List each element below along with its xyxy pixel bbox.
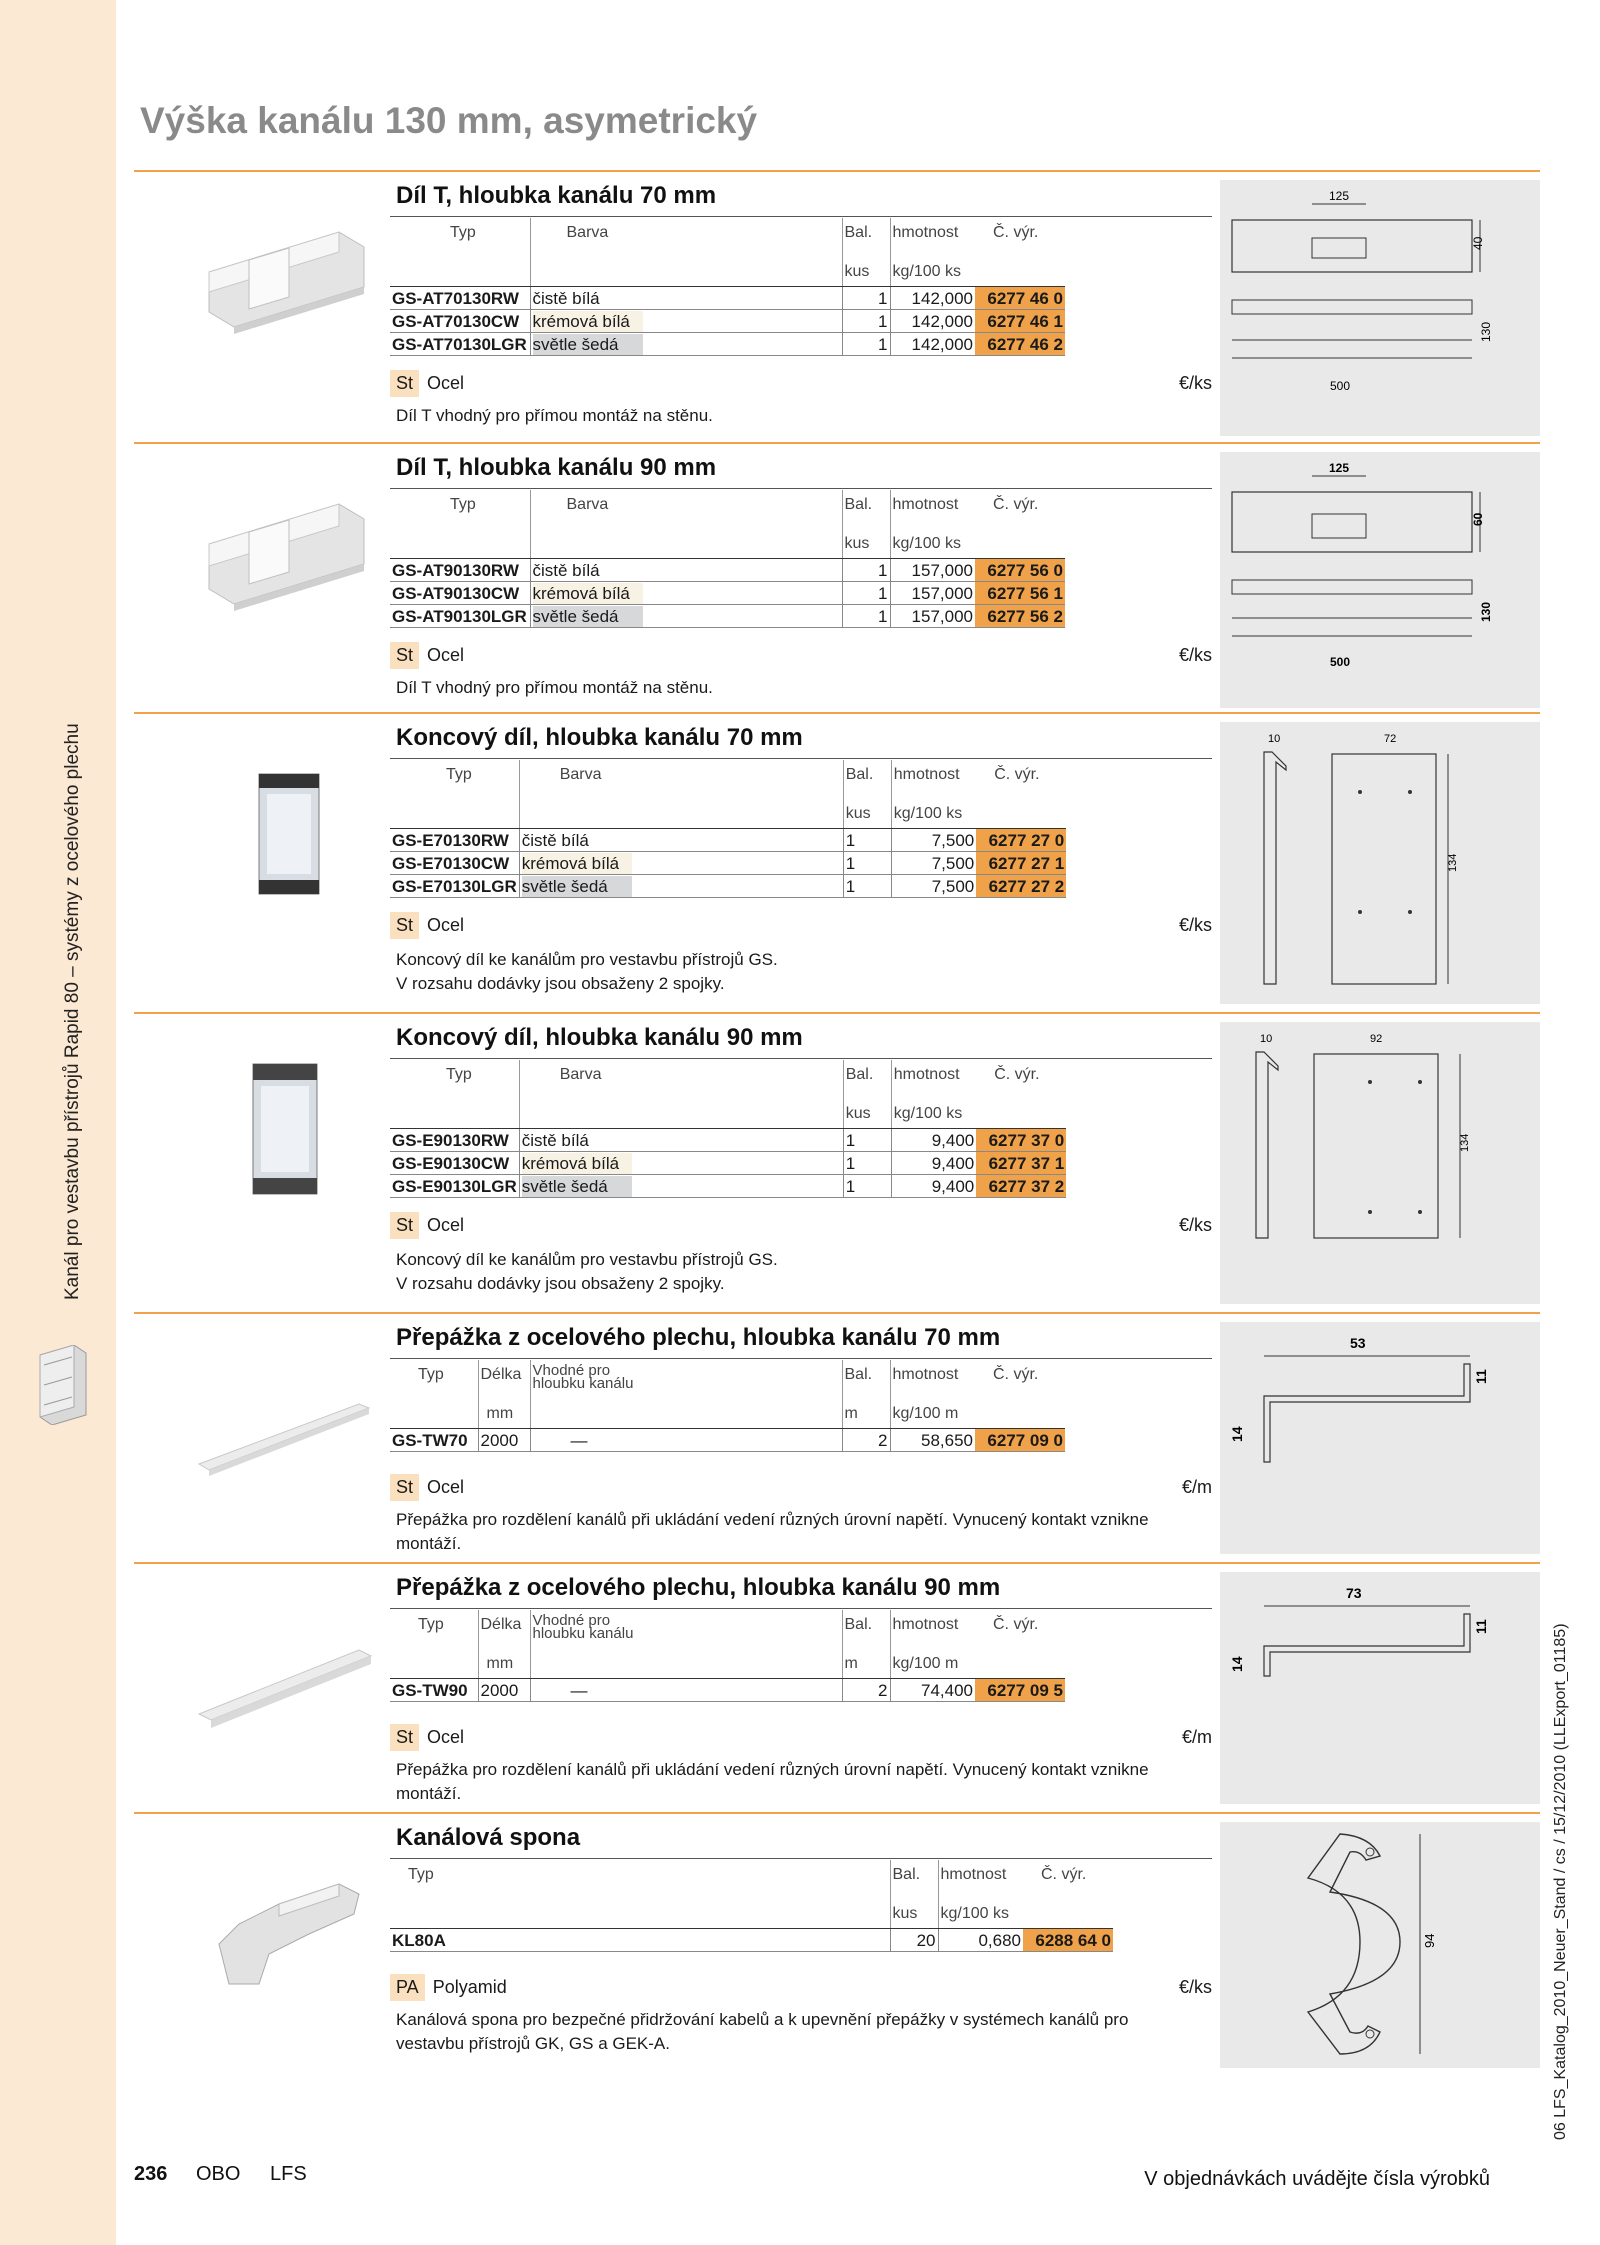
- unit-length: mm: [478, 1394, 530, 1429]
- col-weight: hmotnost: [891, 760, 976, 794]
- dim-label: 134: [1447, 853, 1459, 872]
- unit-weight: kg/100 m: [890, 1644, 975, 1679]
- color-cell: [530, 582, 842, 605]
- divider-drawing: [1220, 1322, 1540, 1554]
- division-name: LFS: [270, 2163, 307, 2185]
- article-number: 6277 37 1: [976, 1152, 1066, 1175]
- technical-drawing: [1220, 722, 1540, 1004]
- product-section: [134, 170, 1540, 440]
- col-weight: hmotnost: [890, 1610, 975, 1644]
- col-pack: Bal.: [842, 1360, 890, 1394]
- col-suitable-label: Vhodné pro hloubku kanálu: [532, 1362, 634, 1392]
- col-suitable: [530, 1610, 842, 1644]
- article-number: 6277 09 0: [975, 1429, 1065, 1452]
- dim-label: 11: [1473, 1619, 1489, 1634]
- article-number: 6277 37 0: [976, 1129, 1066, 1152]
- title-rule: [390, 1608, 1212, 1609]
- type-cell: GS-E90130RW: [390, 1129, 519, 1152]
- page-number: 236: [134, 2163, 168, 2185]
- unit-pack: m: [842, 1394, 890, 1429]
- weight-cell: 74,400: [890, 1679, 975, 1702]
- color-cell: [530, 605, 842, 628]
- type-cell: GS-E70130LGR: [390, 875, 519, 898]
- unit-weight: kg/100 ks: [891, 794, 976, 829]
- col-type: Typ: [446, 1066, 472, 1083]
- dim-label: 40: [1471, 236, 1485, 250]
- weight-cell: 9,400: [891, 1175, 976, 1198]
- unit-length: mm: [478, 1644, 530, 1679]
- dim-label: 125: [1328, 189, 1350, 203]
- unit-type: [390, 252, 530, 287]
- unit-weight: kg/100 ks: [890, 524, 975, 559]
- price-unit: €/ks: [1178, 644, 1212, 665]
- color-cell: [530, 559, 842, 582]
- dim-label: 73: [1346, 1585, 1362, 1601]
- type-cell: GS-TW90: [390, 1679, 478, 1702]
- color-name: čistě bílá: [522, 1130, 632, 1151]
- description-line: Kanálová spona pro bezpečné přidržování kabelů a k upevnění přepážky v systémech kanálů pro vestavbu přístrojů GK, GS a GEK-A.: [396, 2010, 1129, 2053]
- col-color: Barva: [530, 218, 842, 252]
- description-line: Přepážka pro rozdělení kanálů při ukládání vedení různých úrovní napětí. Vynucený kontakt vznikne montáží.: [396, 1760, 1149, 1803]
- color-name: krémová bílá: [533, 583, 643, 604]
- title-rule: [390, 1358, 1212, 1359]
- col-type: Typ: [418, 1616, 444, 1633]
- end-piece-drawing: [1220, 722, 1540, 1004]
- table-row: [390, 1129, 1066, 1152]
- col-article: Č. výr.: [993, 1366, 1039, 1383]
- material-code: St: [390, 370, 419, 397]
- table-row: [390, 875, 1066, 898]
- material-name: Ocel: [427, 1214, 465, 1235]
- col-article: Č. výr.: [994, 1066, 1040, 1083]
- material-name: Ocel: [427, 914, 465, 935]
- color-cell: [519, 1129, 843, 1152]
- dim-label: 14: [1229, 1656, 1245, 1672]
- col-weight: hmotnost: [938, 1860, 1023, 1894]
- weight-cell: 7,500: [891, 875, 976, 898]
- brand-name: OBO: [196, 2163, 241, 2185]
- material-name: Ocel: [427, 644, 465, 665]
- type-cell: GS-AT70130CW: [390, 310, 530, 333]
- technical-drawing: [1220, 180, 1540, 436]
- unit-weight: kg/100 ks: [938, 1894, 1023, 1929]
- description: [396, 676, 1196, 700]
- weight-cell: 7,500: [891, 829, 976, 852]
- price-unit: €/ks: [1178, 914, 1212, 935]
- dim-label: 14: [1229, 1426, 1245, 1442]
- title-rule: [390, 216, 1212, 217]
- dim-label: 134: [1459, 1133, 1471, 1152]
- col-type: Typ: [418, 1366, 444, 1383]
- unit-weight: kg/100 m: [890, 1394, 975, 1429]
- product-table: [390, 218, 1065, 356]
- cable-clip-drawing: [1220, 1822, 1540, 2068]
- col-color: Barva: [530, 490, 842, 524]
- description: [396, 1508, 1196, 1556]
- material-code: St: [390, 1474, 419, 1501]
- pack-cell: 1: [842, 582, 890, 605]
- color-name: čistě bílá: [522, 830, 632, 851]
- color-name: krémová bílá: [522, 1153, 632, 1174]
- weight-cell: 157,000: [890, 582, 975, 605]
- col-pack: Bal.: [843, 1060, 891, 1094]
- material-code: St: [390, 1212, 419, 1239]
- description-line: Díl T vhodný pro přímou montáž na stěnu.: [396, 678, 713, 697]
- weight-cell: 142,000: [890, 310, 975, 333]
- unit-type: [390, 1094, 519, 1129]
- unit-type: [390, 1894, 890, 1929]
- article-number: 6277 37 2: [976, 1175, 1066, 1198]
- section-title: Díl T, hloubka kanálu 90 mm: [396, 454, 717, 481]
- pack-cell: 2: [842, 1679, 890, 1702]
- type-cell: GS-E90130CW: [390, 1152, 519, 1175]
- weight-cell: 157,000: [890, 605, 975, 628]
- product-table: [390, 1860, 1113, 1952]
- product-section: [134, 1562, 1540, 1810]
- weight-cell: 142,000: [890, 287, 975, 310]
- col-pack: Bal.: [842, 1610, 890, 1644]
- price-unit: €/m: [1181, 1476, 1212, 1497]
- col-length: Délka: [478, 1360, 530, 1394]
- title-rule: [390, 1058, 1212, 1059]
- dim-label: 130: [1479, 601, 1493, 622]
- col-type: Typ: [450, 224, 476, 241]
- product-section: [134, 712, 1540, 1010]
- product-table: [390, 760, 1066, 898]
- pack-cell: 1: [842, 559, 890, 582]
- weight-cell: 9,400: [891, 1129, 976, 1152]
- col-type: Typ: [450, 496, 476, 513]
- sidebar: [0, 0, 116, 2245]
- weight-cell: 157,000: [890, 559, 975, 582]
- description-line: V rozsahu dodávky jsou obsaženy 2 spojky.: [396, 974, 725, 993]
- product-section: [134, 1812, 1540, 2074]
- page-title: Výška kanálu 130 mm, asymetrický: [140, 100, 758, 141]
- price-unit: €/ks: [1178, 1214, 1212, 1235]
- pack-cell: 1: [843, 852, 891, 875]
- type-cell: GS-AT70130LGR: [390, 333, 530, 356]
- price-unit: €/ks: [1178, 1976, 1212, 1997]
- catalog-reference: 06 LFS_Katalog_2010_Neuer_Stand / cs / 15/12/2010 (LLExport_01185): [1552, 1623, 1569, 2140]
- dim-label: 130: [1479, 321, 1493, 342]
- col-article: Č. výr.: [993, 1616, 1039, 1633]
- article-number: 6277 46 2: [975, 333, 1065, 356]
- pack-cell: 1: [842, 287, 890, 310]
- weight-cell: 58,650: [890, 1429, 975, 1452]
- weight-cell: 142,000: [890, 333, 975, 356]
- table-row: [390, 852, 1066, 875]
- pack-cell: 1: [843, 829, 891, 852]
- product-section: [134, 442, 1540, 712]
- material-code: St: [390, 912, 419, 939]
- description-line: Koncový díl ke kanálům pro vestavbu přístrojů GS.: [396, 950, 778, 969]
- col-article: Č. výr.: [994, 766, 1040, 783]
- section-title: Koncový díl, hloubka kanálu 70 mm: [396, 724, 803, 751]
- col-color: Barva: [519, 1060, 843, 1094]
- table-row: [390, 1429, 1065, 1452]
- color-name: krémová bílá: [533, 311, 643, 332]
- dim-label: 72: [1384, 733, 1397, 745]
- pack-cell: 1: [842, 605, 890, 628]
- article-number: 6288 64 0: [1023, 1929, 1113, 1952]
- color-cell: [530, 333, 842, 356]
- col-type: Typ: [446, 766, 472, 783]
- article-number: 6277 27 2: [976, 875, 1066, 898]
- dim-label: 500: [1329, 655, 1351, 669]
- article-number: 6277 46 1: [975, 310, 1065, 333]
- section-title: Kanálová spona: [396, 1824, 581, 1851]
- description: [396, 1758, 1196, 1806]
- product-table: [390, 1610, 1065, 1702]
- article-number: 6277 27 1: [976, 852, 1066, 875]
- table-row: [390, 582, 1065, 605]
- article-number: 6277 46 0: [975, 287, 1065, 310]
- col-weight: hmotnost: [891, 1060, 976, 1094]
- unit-pack: kus: [843, 1094, 891, 1129]
- suitable-cell: —: [530, 1679, 842, 1702]
- unit-pack: kus: [890, 1894, 938, 1929]
- col-pack: Bal.: [890, 1860, 938, 1894]
- dim-label: 10: [1268, 733, 1281, 745]
- technical-drawing: [1220, 1572, 1540, 1804]
- end-piece-drawing: [1220, 1022, 1540, 1304]
- description: [396, 404, 1196, 428]
- t-piece-photo: [189, 202, 389, 372]
- pack-cell: 20: [890, 1929, 938, 1952]
- t-piece-drawing: [1220, 180, 1540, 436]
- col-article: Č. výr.: [1041, 1866, 1087, 1883]
- table-row: [390, 1679, 1065, 1702]
- col-pack: Bal.: [842, 490, 890, 524]
- material-row: [390, 640, 1212, 670]
- divider-photo: [189, 1594, 389, 1764]
- technical-drawing: [1220, 1022, 1540, 1304]
- dim-label: 11: [1473, 1369, 1489, 1384]
- article-number: 6277 56 2: [975, 605, 1065, 628]
- unit-weight: kg/100 ks: [890, 252, 975, 287]
- unit-pack: m: [842, 1644, 890, 1679]
- pack-cell: 1: [842, 310, 890, 333]
- dim-label: 10: [1260, 1033, 1273, 1045]
- unit-type: [390, 794, 519, 829]
- title-rule: [390, 1858, 1212, 1859]
- unit-pack: kus: [842, 524, 890, 559]
- article-number: 6277 56 0: [975, 559, 1065, 582]
- color-name: světle šedá: [533, 334, 643, 355]
- table-row: [390, 1152, 1066, 1175]
- material-code: St: [390, 1724, 419, 1751]
- col-color: Barva: [519, 760, 843, 794]
- description: [396, 948, 1196, 996]
- price-unit: €/ks: [1178, 372, 1212, 393]
- type-cell: GS-E70130CW: [390, 852, 519, 875]
- product-section: [134, 1312, 1540, 1560]
- col-weight: hmotnost: [890, 1360, 975, 1394]
- unit-pack: kus: [842, 252, 890, 287]
- col-pack: Bal.: [842, 218, 890, 252]
- table-row: [390, 1175, 1066, 1198]
- col-weight: hmotnost: [890, 218, 975, 252]
- unit-weight: kg/100 ks: [891, 1094, 976, 1129]
- col-type: Typ: [408, 1866, 434, 1883]
- col-length: Délka: [478, 1610, 530, 1644]
- material-row: [390, 368, 1212, 398]
- description: [396, 1248, 1196, 1296]
- material-name: Ocel: [427, 372, 465, 393]
- material-row: [390, 1972, 1212, 2002]
- material-name: Ocel: [427, 1476, 465, 1497]
- weight-cell: 0,680: [938, 1929, 1023, 1952]
- color-cell: [519, 1175, 843, 1198]
- section-title: Koncový díl, hloubka kanálu 90 mm: [396, 1024, 803, 1051]
- table-row: [390, 333, 1065, 356]
- order-note: V objednávkách uvádějte čísla výrobků: [1144, 2168, 1490, 2190]
- technical-drawing: [1220, 452, 1540, 708]
- type-cell: KL80A: [390, 1929, 890, 1952]
- price-unit: €/m: [1181, 1726, 1212, 1747]
- material-row: [390, 1472, 1212, 1502]
- pack-cell: 2: [842, 1429, 890, 1452]
- color-cell: [519, 829, 843, 852]
- channel-thumbnail-icon: [34, 1345, 92, 1425]
- color-name: krémová bílá: [522, 853, 632, 874]
- material-row: [390, 1210, 1212, 1240]
- color-name: světle šedá: [533, 606, 643, 627]
- dim-label: 94: [1422, 1933, 1437, 1948]
- section-title: Přepážka z ocelového plechu, hloubka kanálu 70 mm: [396, 1324, 1001, 1351]
- color-cell: [519, 1152, 843, 1175]
- title-rule: [390, 758, 1212, 759]
- product-table: [390, 490, 1065, 628]
- article-number: 6277 09 5: [975, 1679, 1065, 1702]
- color-cell: [519, 875, 843, 898]
- pack-cell: 1: [842, 333, 890, 356]
- title-rule: [390, 488, 1212, 489]
- dim-label: 60: [1471, 512, 1485, 526]
- description: [396, 2008, 1196, 2056]
- col-suitable: [530, 1360, 842, 1394]
- material-row: [390, 1722, 1212, 1752]
- pack-cell: 1: [843, 875, 891, 898]
- type-cell: GS-AT90130LGR: [390, 605, 530, 628]
- type-cell: GS-E90130LGR: [390, 1175, 519, 1198]
- cable-clip-photo: [189, 1844, 389, 2014]
- color-name: čistě bílá: [533, 288, 643, 309]
- color-name: světle šedá: [522, 876, 632, 897]
- dim-label: 53: [1350, 1335, 1366, 1351]
- length-cell: 2000: [478, 1429, 530, 1452]
- weight-cell: 9,400: [891, 1152, 976, 1175]
- table-row: [390, 310, 1065, 333]
- material-name: Ocel: [427, 1726, 465, 1747]
- technical-drawing: [1220, 1822, 1540, 2068]
- type-cell: GS-TW70: [390, 1429, 478, 1452]
- description-line: V rozsahu dodávky jsou obsaženy 2 spojky.: [396, 1274, 725, 1293]
- col-pack: Bal.: [843, 760, 891, 794]
- col-weight: hmotnost: [890, 490, 975, 524]
- table-row: [390, 559, 1065, 582]
- color-cell: [519, 852, 843, 875]
- dim-label: 500: [1329, 379, 1351, 393]
- pack-cell: 1: [843, 1129, 891, 1152]
- product-table: [390, 1060, 1066, 1198]
- color-name: světle šedá: [522, 1176, 632, 1197]
- divider-drawing: [1220, 1572, 1540, 1804]
- material-code: PA: [390, 1974, 425, 2001]
- color-name: čistě bílá: [533, 560, 643, 581]
- dim-label: 125: [1328, 461, 1350, 475]
- pack-cell: 1: [843, 1152, 891, 1175]
- description-line: Přepážka pro rozdělení kanálů při ukládání vedení různých úrovní napětí. Vynucený kontakt vznikne montáží.: [396, 1510, 1149, 1553]
- type-cell: GS-AT70130RW: [390, 287, 530, 310]
- type-cell: GS-E70130RW: [390, 829, 519, 852]
- article-number: 6277 27 0: [976, 829, 1066, 852]
- pack-cell: 1: [843, 1175, 891, 1198]
- color-cell: [530, 287, 842, 310]
- end-piece-photo: [189, 1044, 389, 1214]
- material-row: [390, 910, 1212, 940]
- table-row: [390, 1929, 1113, 1952]
- description-line: Koncový díl ke kanálům pro vestavbu přístrojů GS.: [396, 1250, 778, 1269]
- divider-photo: [189, 1344, 389, 1514]
- type-cell: GS-AT90130RW: [390, 559, 530, 582]
- t-piece-photo: [189, 474, 389, 644]
- color-cell: [530, 310, 842, 333]
- material-code: St: [390, 642, 419, 669]
- product-section: [134, 1012, 1540, 1310]
- table-row: [390, 287, 1065, 310]
- unit-pack: kus: [843, 794, 891, 829]
- description-line: Díl T vhodný pro přímou montáž na stěnu.: [396, 406, 713, 425]
- section-title: Přepážka z ocelového plechu, hloubka kanálu 90 mm: [396, 1574, 1001, 1601]
- suitable-cell: —: [530, 1429, 842, 1452]
- table-row: [390, 829, 1066, 852]
- type-cell: GS-AT90130CW: [390, 582, 530, 605]
- length-cell: 2000: [478, 1679, 530, 1702]
- t-piece-drawing: [1220, 452, 1540, 708]
- section-title: Díl T, hloubka kanálu 70 mm: [396, 182, 717, 209]
- sidebar-category-text: Kanál pro vestavbu přístrojů Rapid 80 – systémy z ocelového plechu: [62, 723, 83, 1300]
- col-suitable-label: Vhodné pro hloubku kanálu: [532, 1612, 634, 1642]
- col-article: Č. výr.: [993, 224, 1039, 241]
- end-piece-photo: [189, 744, 389, 914]
- article-number: 6277 56 1: [975, 582, 1065, 605]
- material-name: Polyamid: [432, 1976, 507, 1997]
- weight-cell: 7,500: [891, 852, 976, 875]
- technical-drawing: [1220, 1322, 1540, 1554]
- unit-type: [390, 524, 530, 559]
- dim-label: 92: [1370, 1033, 1383, 1045]
- table-row: [390, 605, 1065, 628]
- product-table: [390, 1360, 1065, 1452]
- col-article: Č. výr.: [993, 496, 1039, 513]
